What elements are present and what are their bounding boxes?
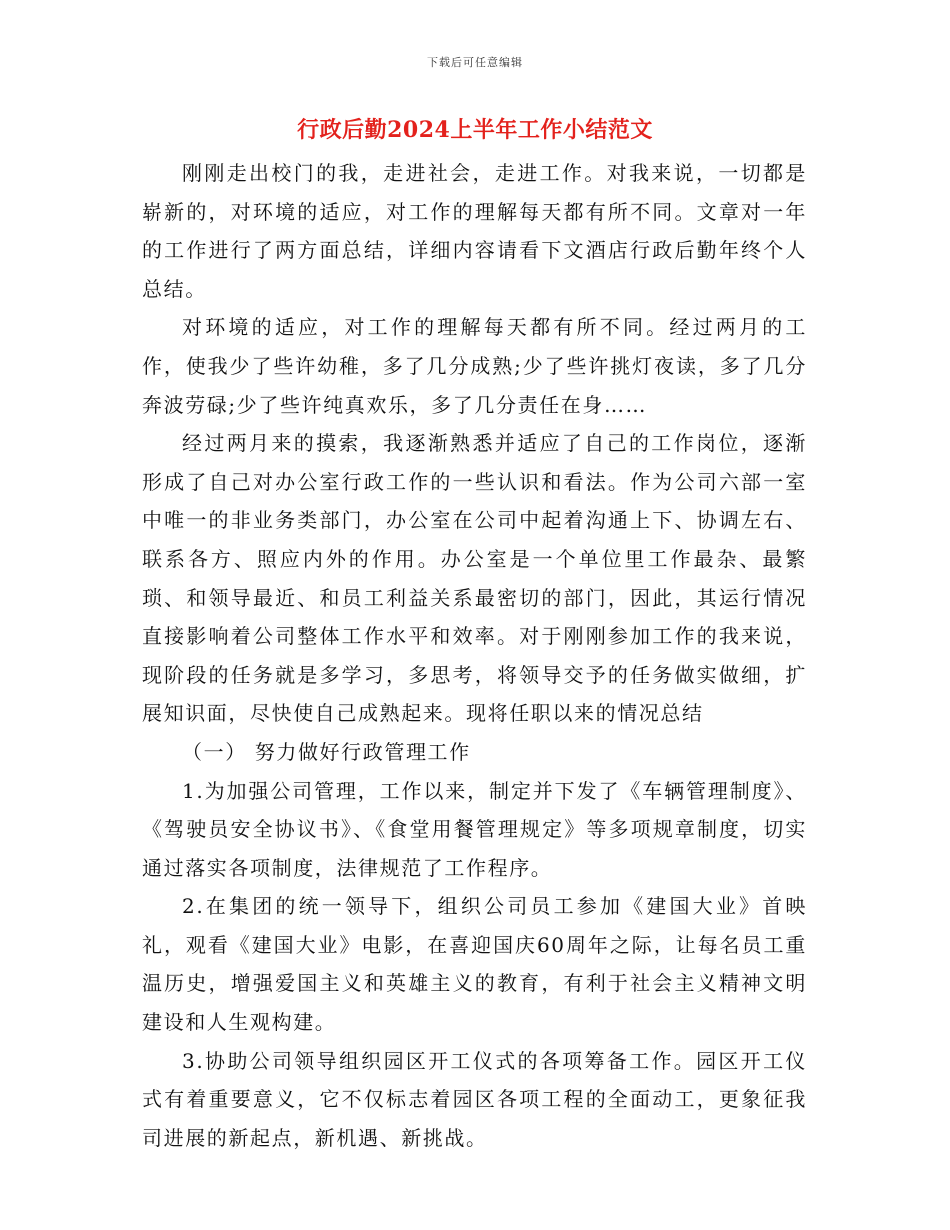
section-heading-admin: （一） 努力做好行政管理工作 (182, 739, 471, 764)
paragraph-adaptation: 对环境的适应，对工作的理解每天都有所不同。经过两月的工作，使我少了些许幼稚，多了几分成熟;少了些许挑灯夜读，多了几分奔波劳碌;少了些许纯真欢乐，多了几分责任在身…… (142, 315, 807, 417)
document-title: 行政后勤2024上半年工作小结范文 (297, 117, 653, 143)
document-body (142, 154, 807, 1157)
paragraph-intro: 刚刚走出校门的我，走进社会，走进工作。对我来说，一切都是崭新的，对环境的适应，对工作的理解每天都有所不同。文章对一年的工作进行了两方面总结，详细内容请看下文酒店行政后勤年终个人总结。 (142, 161, 807, 301)
list-item-3: 3.协助公司领导组织园区开工仪式的各项筹备工作。园区开工仪式有着重要意义，它不仅标志着园区各项工程的全面动工，更象征我司进展的新起点，新机遇、新挑战。 (142, 1048, 807, 1150)
list-item-1: 1.为加强公司管理，工作以来，制定并下发了《车辆管理制度》、《驾驶员安全协议书》、《食堂用餐管理规定》等多项规章制度，切实通过落实各项制度，法律规范了工作程序。 (142, 778, 807, 880)
list-item-2: 2.在集团的统一领导下，组织公司员工参加《建国大业》首映礼，观看《建国大业》电影，在喜迎国庆60周年之际，让每名员工重温历史，增强爱国主义和英雄主义的教育，有利于社会主义精神文明建设和人生观构建。 (142, 894, 807, 1035)
header-note: 下载后可任意编辑 (427, 56, 523, 69)
paragraph-overview: 经过两月来的摸索，我逐渐熟悉并适应了自己的工作岗位，逐渐形成了自己对办公室行政工作的一些认识和看法。作为公司六部一室中唯一的非业务类部门，办公室在公司中起着沟通上下、协调左右、联系各方、照应内外的作用。办公室是一个单位里工作最杂、最繁琐、和领导最近、和员工利益关系最密切的部门，因此，其运行情况直接影响着公司整体工作水平和效率。对于刚刚参加工作的我来说，现阶段的任务就是多学习，多思考，将领导交予的任务做实做细，扩展知识面，尽快使自己成熟起来。现将任职以来的情况总结 (142, 431, 807, 726)
